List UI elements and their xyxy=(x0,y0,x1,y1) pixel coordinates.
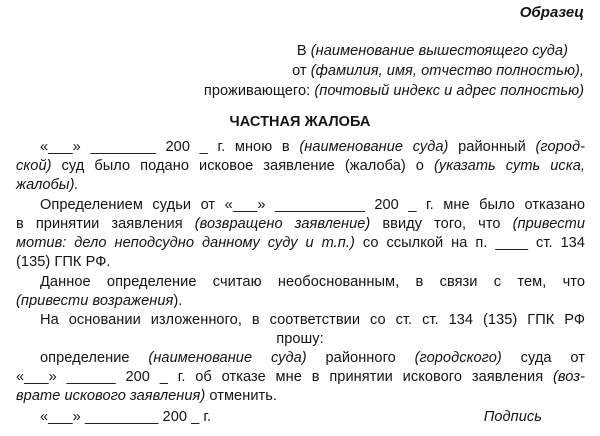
document-title: ЧАСТНАЯ ЖАЛОБА xyxy=(229,114,371,130)
body-line-9 xyxy=(16,292,182,310)
text-run: в принятии заявления xyxy=(16,216,195,232)
addressee-residing xyxy=(204,82,584,100)
text-run: прошу: xyxy=(276,331,324,347)
text-run: жалобы). xyxy=(16,177,79,193)
body-line-1 xyxy=(40,138,585,156)
body-line-12 xyxy=(40,349,585,367)
text-run: ввиду того, что xyxy=(370,216,513,232)
sample-label: Образец xyxy=(519,4,584,21)
addressee-court-prefix: В xyxy=(296,43,311,59)
text-run: определение xyxy=(40,350,149,366)
text-run: На основании изложенного, в соответствии со ст. ст. 134 (135) ГПК РФ xyxy=(40,312,585,328)
text-run: суд было подано исковое заявление (жалоба) о xyxy=(51,158,434,174)
addressee-from xyxy=(292,62,584,80)
text-run: (наименование суда) xyxy=(299,139,449,155)
body-line-8 xyxy=(40,273,585,291)
body-line-10 xyxy=(40,311,585,329)
text-run: (наименование суда) xyxy=(148,350,307,366)
body-line-6 xyxy=(16,234,585,252)
text-run: (городского) xyxy=(414,350,502,366)
body-line-4 xyxy=(40,196,585,214)
text-run: отменить. xyxy=(205,388,278,404)
text-run: (135) ГПК РФ. xyxy=(16,254,111,270)
signature-label: Подпись xyxy=(483,409,542,425)
text-run: Определением судьи от «___» ___________ 200 _ г. мне было отказано xyxy=(40,197,585,213)
text-run: (город- xyxy=(535,139,585,155)
addressee-residing-value: (почтовый индекс и адрес полностью) xyxy=(314,83,584,99)
body-line-2 xyxy=(16,157,585,175)
text-run: со ссылкой на п. ____ ст. 134 xyxy=(354,235,585,251)
body-line-3 xyxy=(16,176,79,194)
text-run: Данное определение считаю необоснованным, в связи с тем, что xyxy=(40,274,585,290)
body-line-13 xyxy=(16,368,585,386)
text-run: «___» ______ 200 _ г. об отказе мне в принятии искового заявления xyxy=(16,369,553,385)
text-run: суда от xyxy=(501,350,585,366)
text-run: (возвращено заявление) xyxy=(194,216,371,232)
text-run: врате искового заявления) xyxy=(16,388,206,404)
addressee-from-value: (фамилия, имя, отчество полностью), xyxy=(310,63,584,79)
text-run: (привести возражения xyxy=(16,293,174,309)
addressee-court xyxy=(297,42,568,60)
text-run: ской) xyxy=(16,158,52,174)
footer-date: «___» _________ 200 _ г. xyxy=(40,409,212,425)
text-run: (воз- xyxy=(552,369,585,385)
body-line-14 xyxy=(16,387,277,405)
text-run: районный xyxy=(448,139,536,155)
text-run: ). xyxy=(173,293,183,309)
body-line-7 xyxy=(16,253,110,271)
addressee-from-prefix: от xyxy=(292,63,311,79)
text-run: (привести xyxy=(512,216,585,232)
text-run: мотив: дело неподсудно данному суду и т.п.) xyxy=(16,235,355,251)
text-run: (указать суть иска, xyxy=(433,158,585,174)
body-line-5 xyxy=(16,215,585,233)
addressee-residing-prefix: проживающего: xyxy=(203,83,315,99)
text-run: районного xyxy=(306,350,415,366)
text-run: «___» ________ 200 _ г. мною в xyxy=(40,139,300,155)
body-line-11 xyxy=(200,330,400,348)
addressee-court-value: (наименование вышестоящего суда) xyxy=(310,43,568,59)
